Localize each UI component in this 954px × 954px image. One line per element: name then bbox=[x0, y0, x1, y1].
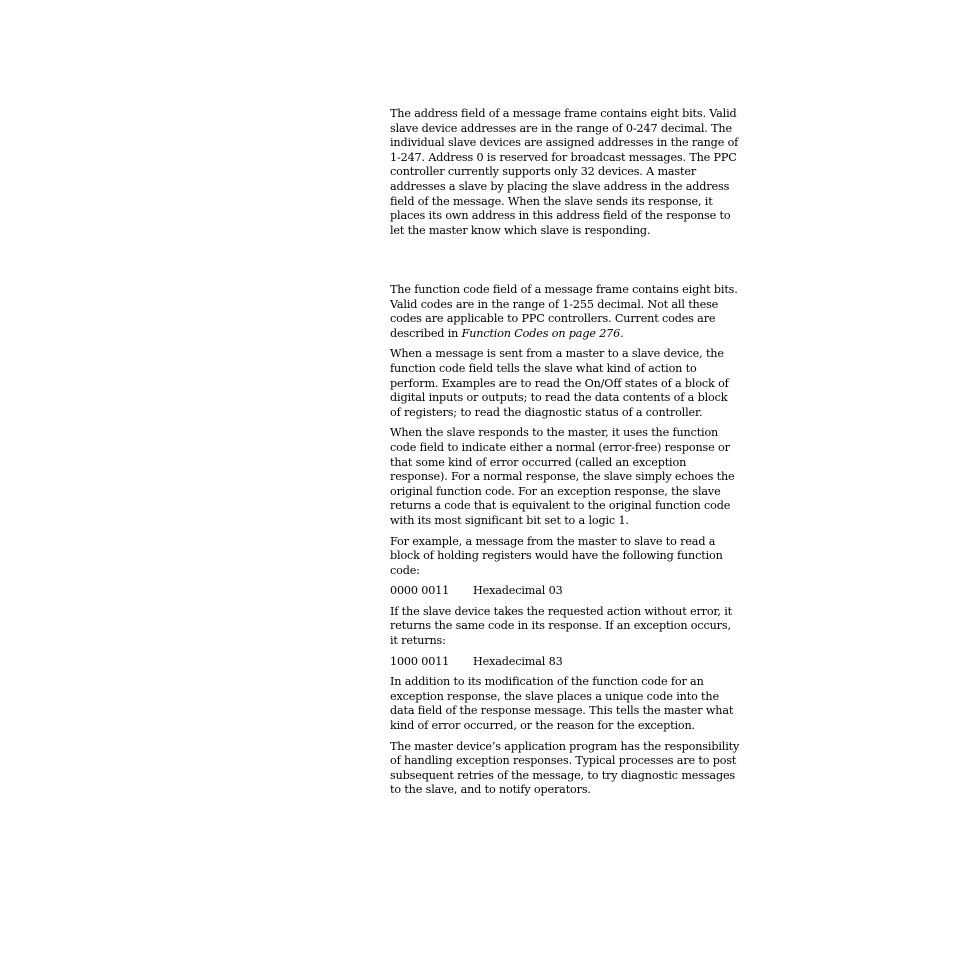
exception-paragraph: If the slave device takes the requested action without error, it returns the same code in its response. If an exception occurs, it returns: bbox=[390, 604, 732, 648]
intro-tail: . bbox=[620, 326, 624, 340]
master-to-slave-paragraph: When a message is sent from a master to a slave device, the function code field tells the slave what kind of action to perform. Examples are to read the On/Off states of a block of digital inputs or outputs; to read the data contents of a block of registers; to read the diagnostic status of a controller. bbox=[390, 347, 729, 419]
normal-code-hex: Hexadecimal 03 bbox=[473, 584, 563, 598]
example-paragraph: For example, a message from the master to slave to read a block of holding registers would have the following function code: bbox=[390, 534, 723, 577]
slave-response-paragraph: When the slave responds to the master, it uses the function code field to indicate either a normal (error-free) response or that some kind of error occurred (called an exception response). For a normal response, the slave simply echoes the original function code. For an exception response, the slave returns a code that is equivalent to the original function code with its most significant bit set to a logic 1. bbox=[390, 426, 735, 527]
intro-text: The function code field of a message frame contains eight bits. Valid codes are in the range of 1-255 decimal. Not all these codes are applicable to PPC controllers. Current codes are described in bbox=[390, 283, 738, 340]
function-codes-reference: Function Codes on page 276 bbox=[461, 326, 621, 340]
address-field-section bbox=[390, 107, 740, 244]
responsibility-paragraph: The master device’s application program has the responsibility of handling exception responses. Typical processes are to post subsequent retries of the message, to try diagnostic messages to the slave, and to notify operators. bbox=[390, 739, 740, 797]
address-field-paragraph: The address field of a message frame contains eight bits. Valid slave device addresses are in the range of 0-247 decimal. The individual slave devices are assigned addresses in the range of 1-247. Address 0 is reserved for broadcast messages. The PPC controller currently supports only 32 devices. A master addresses a slave by placing the slave address in the address field of the message. When the slave sends its response, it places its own address in this address field of the response to let the master know which slave is responding. bbox=[390, 107, 739, 237]
function-code-intro-paragraph bbox=[390, 283, 740, 341]
exception-code-hex: Hexadecimal 83 bbox=[473, 654, 563, 668]
function-code-section bbox=[390, 283, 740, 804]
unique-code-paragraph: In addition to its modification of the function code for an exception response, the slave places a unique code into the data field of the response message. This tells the master what kind of error occurred, or the reason for the exception. bbox=[390, 675, 734, 733]
exception-function-code-row bbox=[390, 655, 740, 670]
normal-code-binary: 0000 0011 bbox=[390, 584, 450, 598]
exception-code-binary: 1000 0011 bbox=[390, 654, 450, 668]
normal-function-code-row bbox=[390, 584, 740, 599]
